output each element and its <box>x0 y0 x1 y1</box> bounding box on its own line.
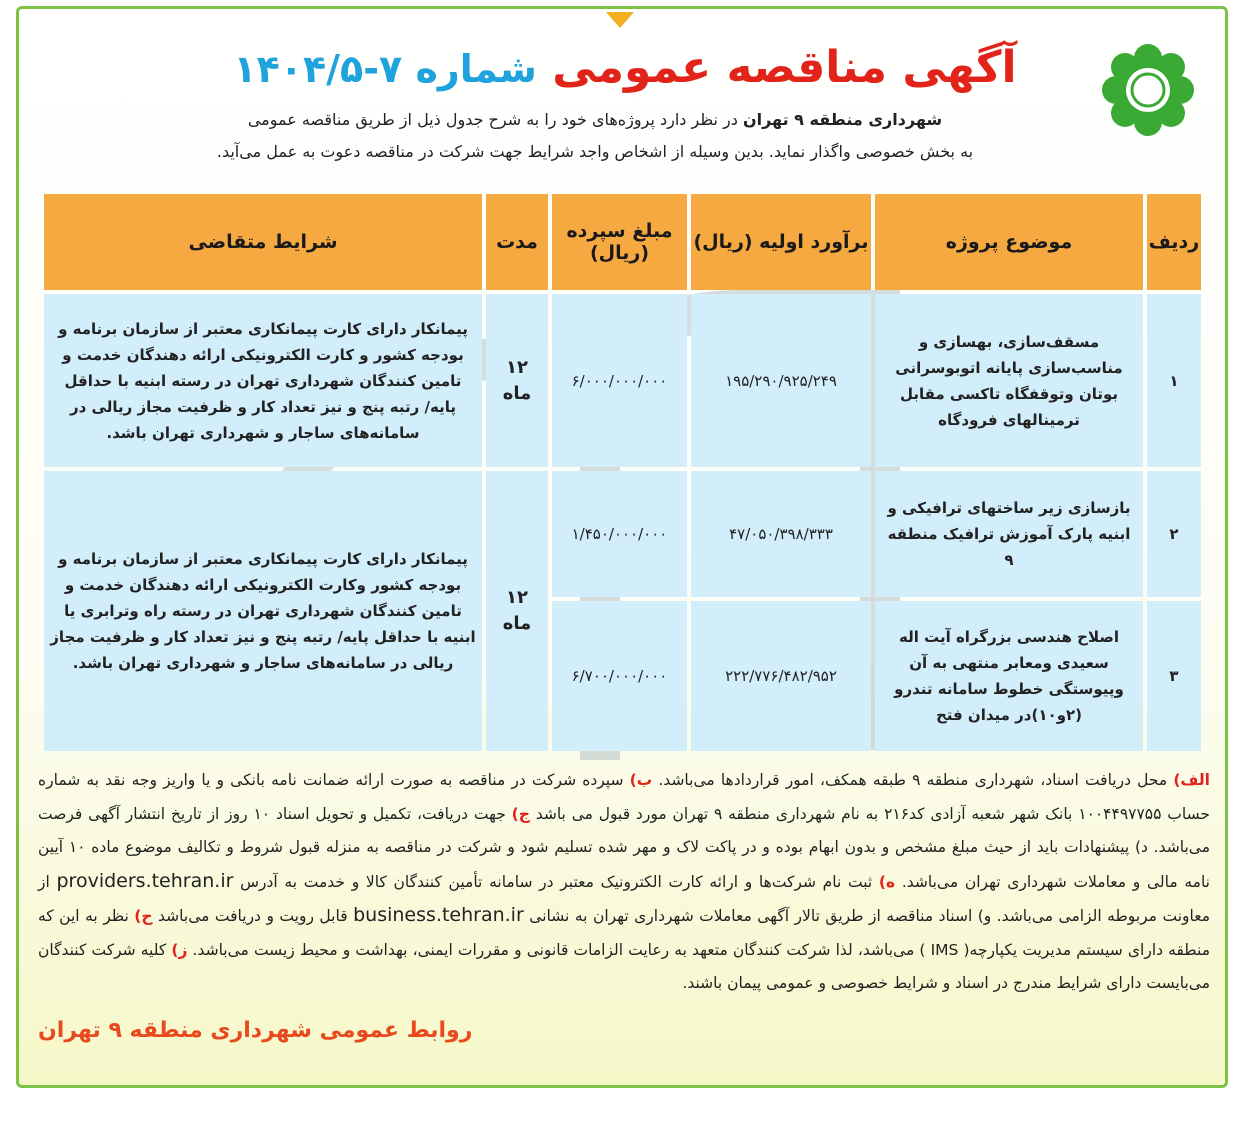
top-notch-decoration <box>606 12 634 28</box>
page-title <box>200 38 1050 99</box>
note-text: قابل رویت و دریافت می‌باشد <box>152 907 354 925</box>
row-estimate: ۱۹۵/۲۹۰/۹۲۵/۲۴۹ <box>691 294 871 467</box>
table-row <box>44 294 1201 467</box>
terms-paragraph <box>38 764 1210 1001</box>
note-label: الف) <box>1173 771 1210 789</box>
header-estimate: برآورد اولیه (ریال) <box>691 194 871 290</box>
note-text: جهت دریافت، تکمیل و تحویل اسناد ۱۰ روز از تاریخ انتشار آگهی فرصت می‌باشد. د) پیشنهادات باید از حیث مبلغ مشخص و بدون ابهام بوده و در پاکت لاک و مهر شده تسلیم شود و شرکت در مناقصه به منزله قبول شروط و تکالیف موضوع ماده ۱۰ آیین نامه مالی و معاملات شهرداری تهران می‌باشد. <box>38 804 1210 891</box>
note-label: ح) <box>134 907 153 925</box>
intro-text <box>160 104 1030 168</box>
row-estimate: ۴۷/۰۵۰/۳۹۸/۳۳۳ <box>691 471 871 597</box>
intro-line-1: در نظر دارد پروژه‌های خود را به شرح جدول ذیل از طریق مناقصه عمومی <box>247 110 743 129</box>
table-row <box>44 471 1201 597</box>
header-index: ردیف <box>1147 194 1201 290</box>
note-text: کلیه شرکت کنندگان می‌بایست دارای شرایط مندرج در اسناد و شرایط خصوصی و عمومی پیمان باشند. <box>38 940 1210 992</box>
header-conditions: شرایط متقاضی <box>44 194 482 290</box>
header-duration: مدت <box>486 194 548 290</box>
intro-line-2: به بخش خصوصی واگذار نماید. بدین وسیله از اشخاص واجد شرایط جهت شرکت در مناقصه دعوت به عمل می‌آید. <box>216 142 974 161</box>
tehran-municipality-logo <box>1098 40 1198 140</box>
row-index: ۳ <box>1147 601 1201 751</box>
row-deposit: ۶/۷۰۰/۰۰۰/۰۰۰ <box>552 601 687 751</box>
note-text: نظر به این که منطقه دارای سیستم مدیریت یکپارچه( IMS ) می‌باشد، لذا شرکت کنندگان متعهد به رعایت الزامات قانونی و مقررات ایمنی، بهداشت و محیط زیست می‌باشد. <box>38 907 1210 959</box>
title-main: آگهی مناقصه عمومی <box>552 42 1017 93</box>
row-deposit: ۱/۴۵۰/۰۰۰/۰۰۰ <box>552 471 687 597</box>
title-number: شماره ۷-۱۴۰۴/۵ <box>233 47 537 91</box>
row-subject: اصلاح هندسی بزرگراه آیت اله سعیدی ومعابر منتهی به آن وپیوستگی خطوط سامانه تندرو (۲و۱۰)در میدان فتح <box>875 601 1143 751</box>
providers-link[interactable]: providers.tehran.ir <box>56 869 234 892</box>
row-duration: ۱۲ ماه <box>486 294 548 467</box>
note-label: ب) <box>629 771 653 789</box>
note-text: سپرده شرکت در مناقصه به صورت ارائه ضمانت نامه بانکی و یا واریز وجه نقد به شماره حساب ۱۰۰۴۴۹۷۷۵۵ بانک شهر شعبه آزادی کد۲۱۶ به نام شهرداری منطقه ۹ تهران مورد قبول می باشد <box>38 771 1211 823</box>
row-estimate: ۲۲۲/۷۷۶/۴۸۲/۹۵۲ <box>691 601 871 751</box>
table-header-row <box>44 194 1201 290</box>
projects-table <box>40 190 1205 755</box>
note-label: ه) <box>878 872 896 891</box>
business-link[interactable]: business.tehran.ir <box>353 904 524 926</box>
row-conditions: پیمانکار دارای کارت پیمانکاری معتبر از سازمان برنامه و بودجه کشور وکارت الکترونیکی ارائه دهندگان خدمت و تامین کنندگان شهرداری تهران در رسته راه وترابری یا ابنیه با حداقل پایه/ رتبه پنج و نیز تعداد کار و ظرفیت مجاز ریالی در سامانه‌های ساجار و شهرداری تهران باشد. <box>44 471 482 751</box>
note-text: محل دریافت اسناد، شهرداری منطقه ۹ طبقه همکف، امور قراردادها می‌باشد. <box>652 771 1174 789</box>
row-subject: مسقف‌سازی، بهسازی و مناسب‌سازی پایانه اتوبوسرانی بوتان وتوقفگاه تاکسی مقابل ترمینالهای فرودگاه <box>875 294 1143 467</box>
row-index: ۲ <box>1147 471 1201 597</box>
header-subject: موضوع پروژه <box>875 194 1143 290</box>
note-label: ج) <box>511 804 530 823</box>
signature: روابط عمومی شهرداری منطقه ۹ تهران <box>38 1018 473 1043</box>
note-text: از معاونت مربوطه الزامی می‌باشد. و) اسناد مناقصه از طریق تالار آگهی معاملات شهرداری تهران به نشانی <box>38 872 1210 925</box>
row-conditions: پیمانکار دارای کارت پیمانکاری معتبر از سازمان برنامه و بودجه کشور و کارت الکترونیکی ارائه دهندگان خدمت و تامین کنندگان شهرداری تهران در رسته ابنیه با حداقل پایه/ رتبه پنج و نیز تعداد کار و ظرفیت مجاز ریالی در سامانه‌های ساجار و شهرداری تهران باشد. <box>44 294 482 467</box>
note-text: ثبت نام شرکت‌ها و ارائه کارت الکترونیک معتبر در سامانه تأمین کنندگان کالا و خدمت به آدرس <box>233 872 879 891</box>
row-duration: ۱۲ ماه <box>486 471 548 751</box>
row-index: ۱ <box>1147 294 1201 467</box>
header-deposit: مبلغ سپرده (ریال) <box>552 194 687 290</box>
row-deposit: ۶/۰۰۰/۰۰۰/۰۰۰ <box>552 294 687 467</box>
note-label: ز) <box>171 940 188 959</box>
row-subject: بازسازی زیر ساختهای ترافیکی و ابنیه پارک آموزش ترافیک منطقه ۹ <box>875 471 1143 597</box>
intro-organization: شهرداری منطقه ۹ تهران <box>742 110 943 129</box>
